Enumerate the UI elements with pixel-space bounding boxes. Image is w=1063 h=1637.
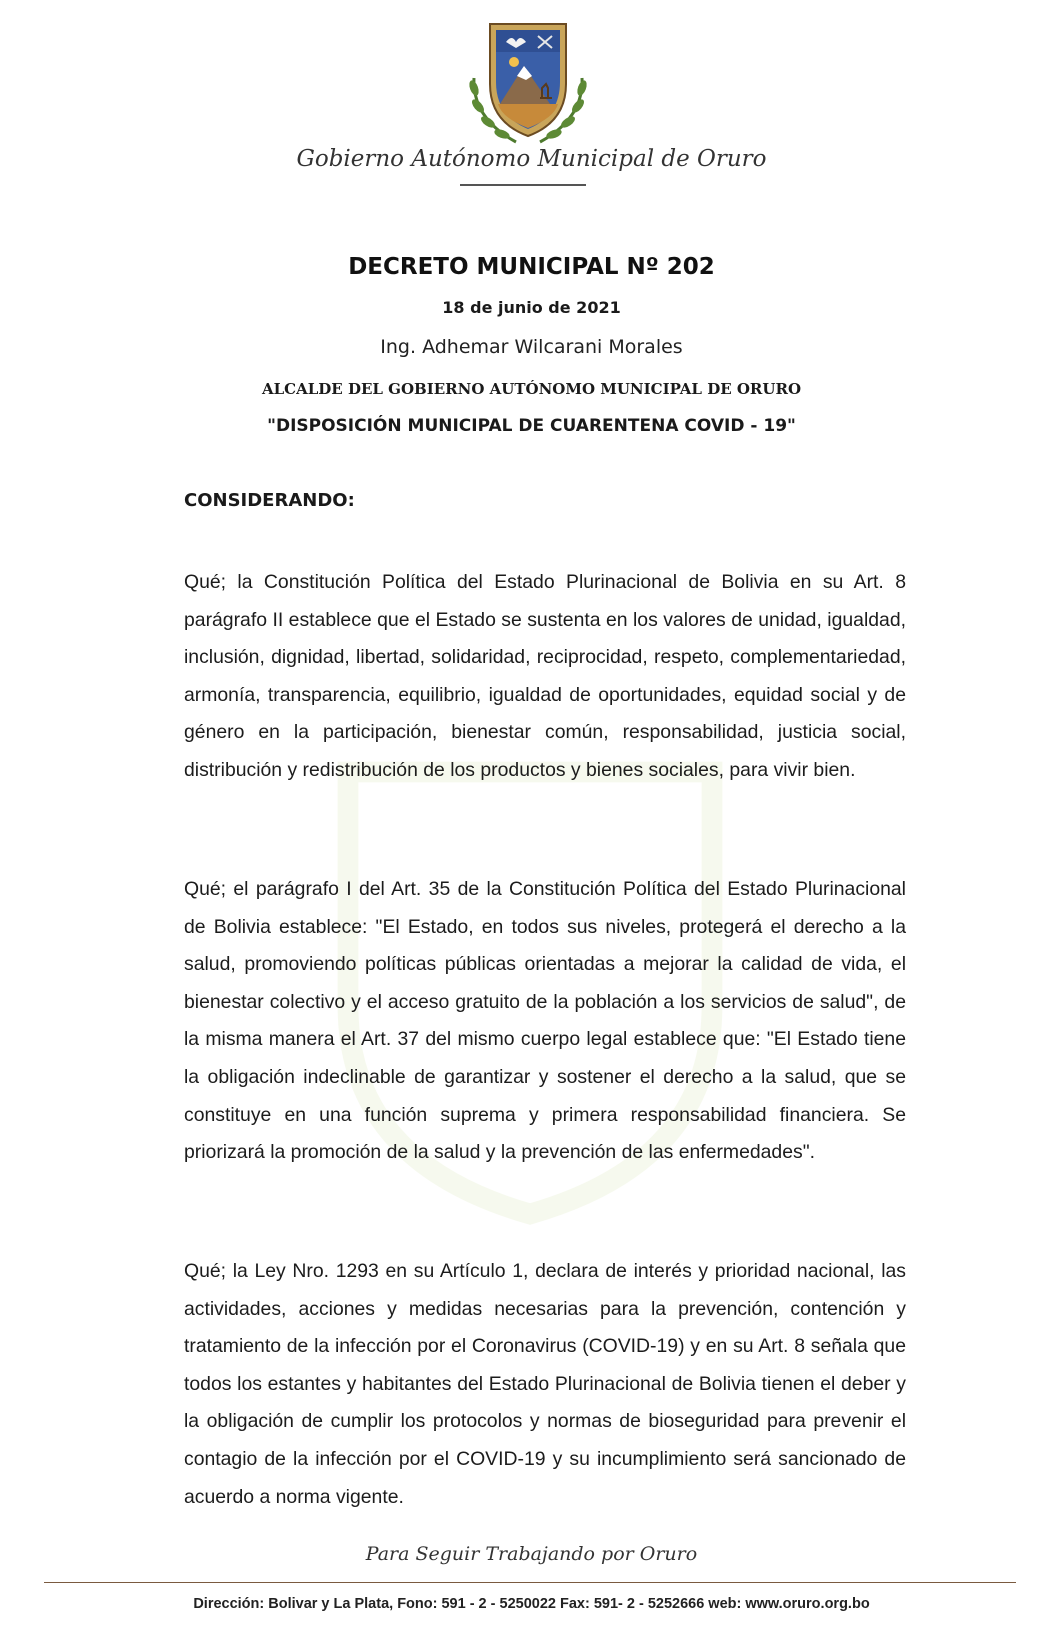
organization-name: Gobierno Autónomo Municipal de Oruro (296, 146, 767, 172)
coat-of-arms-icon (454, 18, 602, 150)
mayor-name: Ing. Adhemar Wilcarani Morales (380, 336, 683, 358)
footer-divider (44, 1582, 1016, 1583)
paragraph: Qué; la Constitución Política del Estado Plurinacional de Bolivia en su Art. 8 parágrafo II establece que el Estado se sustenta en los valores de unidad, igualdad, inclusión, dignidad, libertad, solidaridad, reciprocidad, respeto, complementariedad, armonía, transparencia, equilibrio, igualdad de oportunidades, equidad social y de género en la participación, bienestar común, responsabilidad, justicia social, distribución y redistribución de los productos y bienes sociales, para vivir bien. (184, 571, 906, 781)
decree-subject: "DISPOSICIÓN MUNICIPAL DE CUARENTENA COVID - 19" (267, 416, 796, 436)
mayor-role: ALCALDE DEL GOBIERNO AUTÓNOMO MUNICIPAL DE ORURO (261, 380, 802, 398)
footer-tagline: Para Seguir Trabajando por Oruro (365, 1543, 698, 1565)
decree-date: 18 de junio de 2021 (442, 298, 621, 317)
decree-title: DECRETO MUNICIPAL Nº 202 (348, 254, 715, 280)
paragraph: Qué; la Ley Nro. 1293 en su Artículo 1, declara de interés y prioridad nacional, las actividades, acciones y medidas necesarias para la prevención, contención y tratamiento de la infección por el Coronavirus (COVID-19) y en su Art. 8 señala que todos los estantes y habitantes del Estado Plurinacional de Bolivia tienen el deber y la obligación de cumplir los protocolos y normas de bioseguridad para prevenir el contagio de la infección por el COVID-19 y su incumplimiento será sancionado de acuerdo a norma vigente. (184, 1260, 906, 1508)
footer-contact: Dirección: Bolivar y La Plata, Fono: 591 - 2 - 5250022 Fax: 591- 2 - 5252666 web: www.oruro.org.bo (193, 1596, 870, 1612)
section-heading: CONSIDERANDO: (184, 490, 355, 511)
organization-divider (460, 184, 586, 186)
paragraph: Qué; el parágrafo I del Art. 35 de la Constitución Política del Estado Plurinacional de Bolivia establece: "El Estado, en todos sus niveles, protegerá el derecho a la salud, promoviendo políticas públicas orientadas a mejorar la calidad de vida, el bienestar colectivo y el acceso gratuito de la población a los servicios de salud", de la misma manera el Art. 37 del mismo cuerpo legal establece que: "El Estado tiene la obligación indeclinable de garantizar y sostener el derecho a la salud, que se constituye en una función suprema y primera responsabilidad financiera. Se priorizará la promoción de la salud y la prevención de las enfermedades". (184, 878, 906, 1164)
